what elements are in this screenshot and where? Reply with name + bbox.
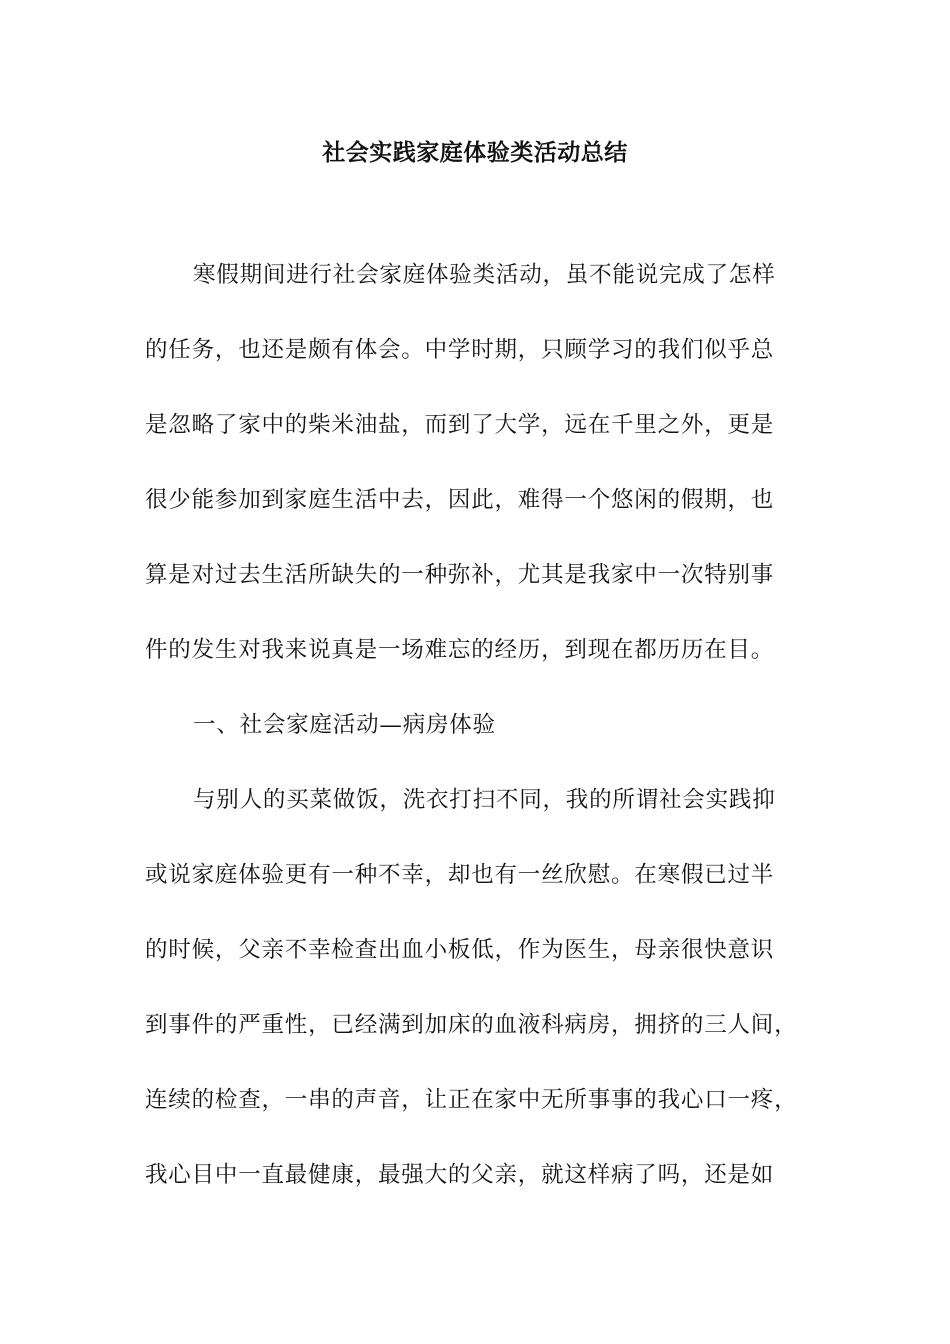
paragraph-line: 或说家庭体验更有一种不幸，却也有一丝欣慰。在寒假已过半 (145, 862, 775, 888)
paragraph-line: 是忽略了家中的柴米油盐，而到了大学，远在千里之外，更是 (145, 412, 775, 438)
paragraph-line: 的时候，父亲不幸检查出血小板低，作为医生，母亲很快意识 (145, 937, 775, 963)
paragraph-line: 连续的检查，一串的声音，让正在家中无所事事的我心口一疼， (145, 1087, 798, 1113)
paragraph-line: 算是对过去生活所缺失的一种弥补，尤其是我家中一次特别事 (145, 562, 775, 588)
paragraph-line: 到事件的严重性，已经满到加床的血液科病房，拥挤的三人间， (145, 1012, 798, 1038)
paragraph-line: 很少能参加到家庭生活中去，因此，难得一个悠闲的假期，也 (145, 487, 775, 513)
paragraph-line: 我心目中一直最健康，最强大的父亲，就这样病了吗，还是如 (145, 1162, 775, 1188)
document-title: 社会实践家庭体验类活动总结 (322, 139, 628, 166)
paragraph-line: 件的发生对我来说真是一场难忘的经历，到现在都历历在目。 (145, 637, 775, 663)
section-heading: 一、社会家庭活动—病房体验 (193, 712, 496, 738)
paragraph-line: 与别人的买菜做饭，洗衣打扫不同，我的所谓社会实践抑 (193, 787, 776, 813)
paragraph-line: 的任务，也还是颇有体会。中学时期，只顾学习的我们似乎总 (145, 337, 775, 363)
paragraph-line: 寒假期间进行社会家庭体验类活动，虽不能说完成了怎样 (193, 262, 776, 288)
